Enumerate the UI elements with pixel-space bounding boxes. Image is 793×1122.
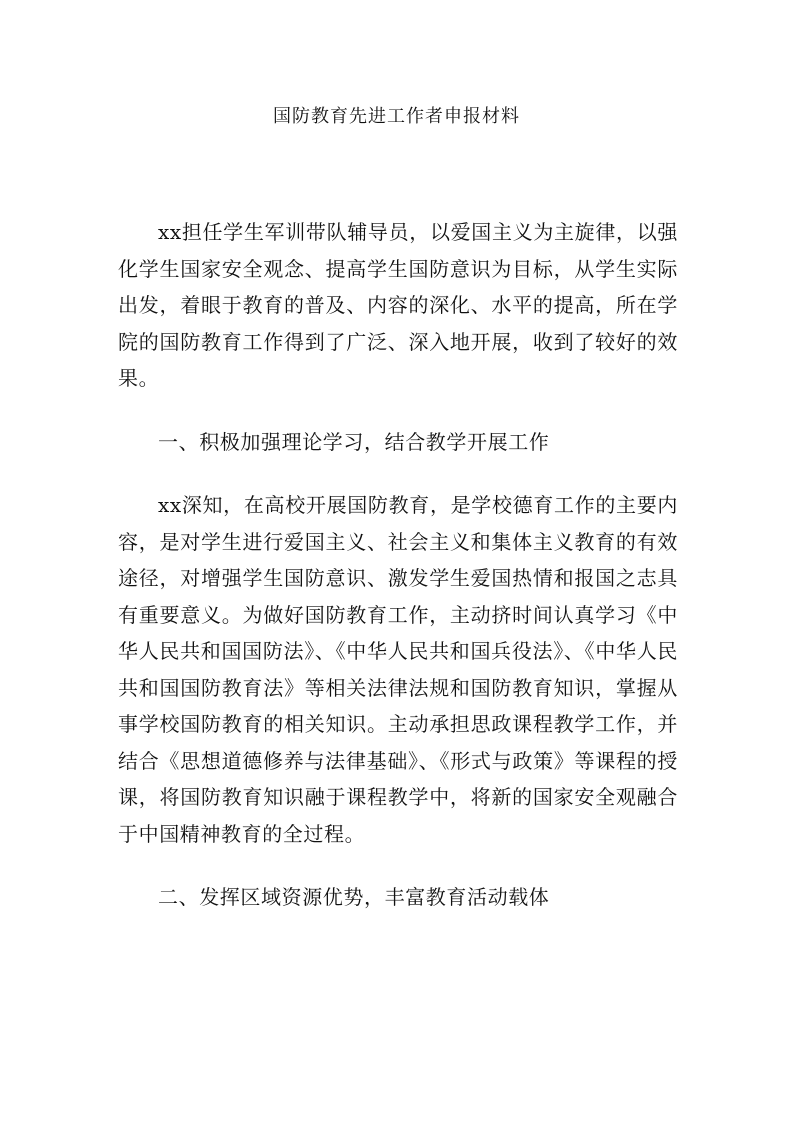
document-body (118, 214, 678, 916)
paragraph-intro: xx担任学生军训带队辅导员，以爱国主义为主旋律，以强化学生国家安全观念、提高学生国防意识为目标，从学生实际出发，着眼于教育的普及、内容的深化、水平的提高，所在学院的国防教育工作得到了广泛、深入地开展，收到了较好的效果。 (118, 220, 678, 390)
section-heading-1: 一、积极加强理论学习，结合教学开展工作 (158, 429, 550, 454)
section-heading-2: 二、发挥区域资源优势，丰富教育活动载体 (158, 885, 550, 909)
paragraph-section-1: xx深知，在高校开展国防教育，是学校德育工作的主要内容，是对学生进行爱国主义、社会主义和集体主义教育的有效途径，对增强学生国防意识、激发学生爱国热情和报国之志具有重要意义。为做好国防教育工作，主动挤时间认真学习《中华人民共和国国防法》、《中华人民共和国兵役法》、《中华人民共和国国防教育法》等相关法律法规和国防教育知识，掌握从事学校国防教育的相关知识。主动承担思政课程教学工作，并结合《思想道德修养与法律基础》、《形式与政策》等课程的授课，将国防教育知识融于课程教学中，将新的国家安全观融合于中国精神教育的全过程。 (118, 493, 678, 846)
document-title: 国防教育先进工作者申报材料 (273, 106, 520, 127)
